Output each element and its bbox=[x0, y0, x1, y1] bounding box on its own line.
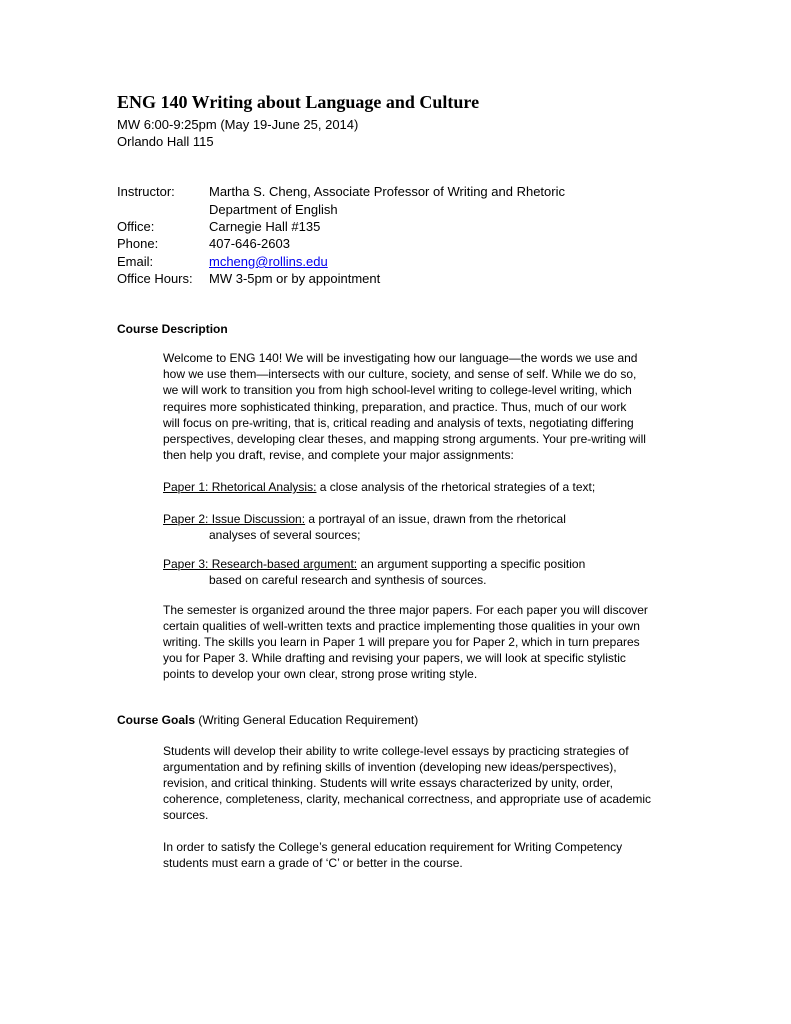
description-line: how we use them—intersects with our culture, society, and sense of self. While we do so, bbox=[163, 367, 637, 381]
course-goals-heading-note: (Writing General Education Requirement) bbox=[195, 713, 419, 727]
course-goals-heading-text: Course Goals bbox=[117, 713, 196, 727]
paper3-text: an argument supporting a specific position bbox=[357, 557, 586, 571]
description-closing-line: you for Paper 3. While drafting and revising your papers, we will look at specific stylistic bbox=[163, 651, 626, 665]
goals-line: coherence, completeness, clarity, mechanical correctness, and appropriate use of academic bbox=[163, 792, 652, 806]
requirement-line: students must earn a grade of ‘C’ or better in the course. bbox=[163, 856, 463, 870]
paper3-label: Paper 3: Research-based argument: bbox=[163, 557, 358, 571]
email-value bbox=[209, 254, 328, 269]
paper2-item bbox=[163, 512, 566, 526]
paper1-text: a close analysis of the rhetorical strategies of a text; bbox=[316, 480, 596, 494]
description-closing-line: writing. The skills you learn in Paper 1 will prepare you for Paper 2, which in turn prepares bbox=[163, 635, 640, 649]
course-schedule: MW 6:00-9:25pm (May 19-June 25, 2014) bbox=[117, 117, 359, 132]
description-line: requires more sophisticated thinking, preparation, and practice. Thus, much of our work bbox=[163, 400, 627, 414]
description-line: then help you draft, revise, and complete your major assignments: bbox=[163, 448, 514, 462]
email-label: Email: bbox=[117, 254, 154, 269]
email-link[interactable]: mcheng@rollins.edu bbox=[209, 254, 328, 269]
description-line: Welcome to ENG 140! We will be investigating how our language—the words we use and bbox=[163, 351, 638, 365]
goals-line: Students will develop their ability to write college-level essays by practicing strategies of bbox=[163, 744, 629, 758]
paper1-item bbox=[163, 480, 595, 494]
goals-line: sources. bbox=[163, 808, 209, 822]
description-closing-line: points to develop your own clear, strong prose writing style. bbox=[163, 667, 478, 681]
description-line: perspectives, developing clear theses, and mapping strong arguments. Your pre-writing will bbox=[163, 432, 646, 446]
paper3-continuation: based on careful research and synthesis of sources. bbox=[209, 573, 487, 587]
paper1-label: Paper 1: Rhetorical Analysis: bbox=[163, 480, 317, 494]
department-value: Department of English bbox=[209, 202, 338, 217]
office-label: Office: bbox=[117, 219, 155, 234]
instructor-value: Martha S. Cheng, Associate Professor of Writing and Rhetoric bbox=[209, 184, 565, 199]
course-location: Orlando Hall 115 bbox=[117, 134, 214, 149]
paper2-text: a portrayal of an issue, drawn from the rhetorical bbox=[305, 512, 566, 526]
phone-label: Phone: bbox=[117, 236, 159, 251]
description-line: will focus on pre-writing, that is, critical reading and analysis of texts, negotiating differing bbox=[163, 416, 634, 430]
requirement-line: In order to satisfy the College’s general education requirement for Writing Competency bbox=[163, 840, 623, 854]
paper3-item bbox=[163, 557, 585, 571]
office-value: Carnegie Hall #135 bbox=[209, 219, 321, 234]
paper2-continuation: analyses of several sources; bbox=[209, 528, 361, 542]
instructor-label: Instructor: bbox=[117, 184, 175, 199]
office-hours-label: Office Hours: bbox=[117, 271, 193, 286]
course-description-heading-text: Course Description bbox=[117, 322, 228, 336]
description-closing-line: certain qualities of well-written texts and practice implementing those qualities in your own bbox=[163, 619, 640, 633]
goals-line: revision, and critical thinking. Students will write essays characterized by unity, order, bbox=[163, 776, 613, 790]
course-title: ENG 140 Writing about Language and Culture bbox=[117, 92, 480, 112]
course-goals-heading bbox=[117, 713, 418, 727]
paper2-label: Paper 2: Issue Discussion: bbox=[163, 512, 306, 526]
phone-value: 407-646-2603 bbox=[209, 236, 290, 251]
goals-line: argumentation and by refining skills of invention (developing new ideas/perspectives), bbox=[163, 760, 617, 774]
course-description-heading bbox=[117, 322, 228, 336]
office-hours-value: MW 3-5pm or by appointment bbox=[209, 271, 381, 286]
description-line: we will work to transition you from high school-level writing to college-level writing, which bbox=[163, 383, 632, 397]
description-closing-line: The semester is organized around the three major papers. For each paper you will discover bbox=[163, 603, 648, 617]
